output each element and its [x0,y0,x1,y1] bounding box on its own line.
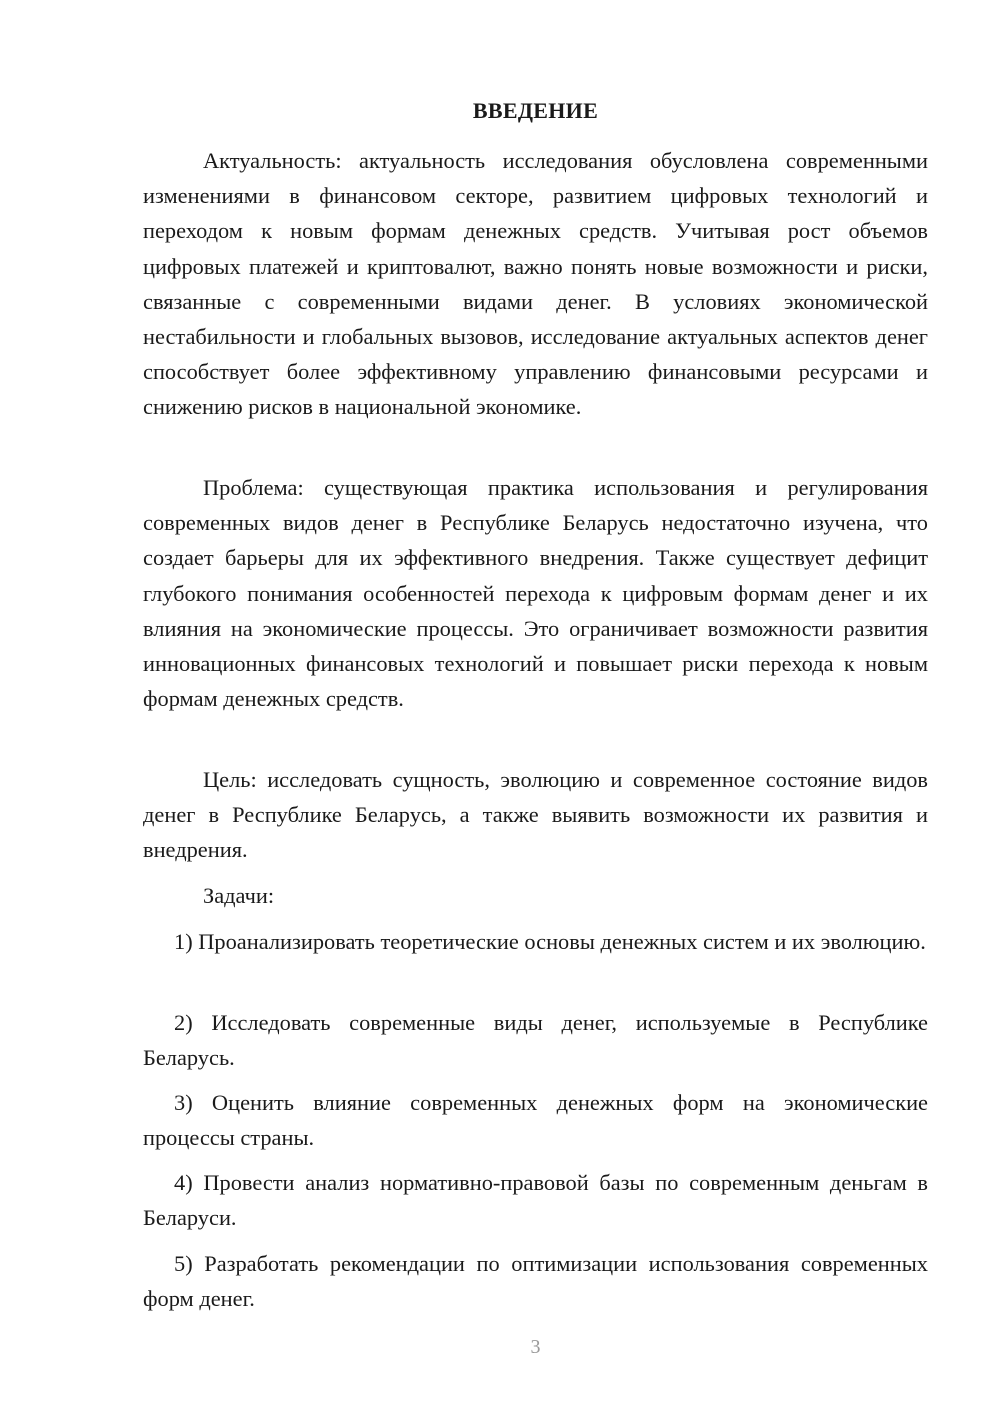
relevance-paragraph: Актуальность: актуальность исследования обусловлена современными изменениями в финансовом секторе, развитием цифровых технологий и переходом к новым формам денежных средств. Учитывая рост объемов цифровых платежей и криптовалют, важно понять новые возможности и риски, связанные с современными видами денег. В условиях экономической нестабильности и глобальных вызовов, исследование актуальных аспектов денег способствует более эффективному управлению финансовыми ресурсами и снижению рисков в национальной экономике. [143,148,928,420]
task-item-5: 5) Разработать рекомендации по оптимизации использования современных форм денег. [143,1251,928,1312]
page-number: 3 [530,1336,541,1358]
task-item-1: 1) Проанализировать теоретические основы денежных систем и их эволюцию. [174,929,926,954]
section-heading: ВВЕДЕНИЕ [472,98,599,123]
task-item-4: 4) Провести анализ нормативно-правовой базы по современным деньгам в Беларуси. [143,1170,928,1231]
tasks-label: Задачи: [203,883,275,908]
task-item-2: 2) Исследовать современные виды денег, используемые в Республике Беларусь. [143,1010,928,1071]
task-item-3: 3) Оценить влияние современных денежных форм на экономические процессы страны. [143,1090,928,1151]
problem-paragraph: Проблема: существующая практика использования и регулирования современных видов денег в Республике Беларусь недостаточно изучена, что создает барьеры для их эффективного внедрения. Также существует дефицит глубокого понимания особенностей перехода к цифровым формам денег и их влияния на экономические процессы. Это ограничивает возможности развития инновационных финансовых технологий и повышает риски перехода к новым формам денежных средств. [143,475,928,712]
goal-paragraph: Цель: исследовать сущность, эволюцию и современное состояние видов денег в Республике Беларусь, а также выявить возможности их развития и внедрения. [143,767,928,863]
